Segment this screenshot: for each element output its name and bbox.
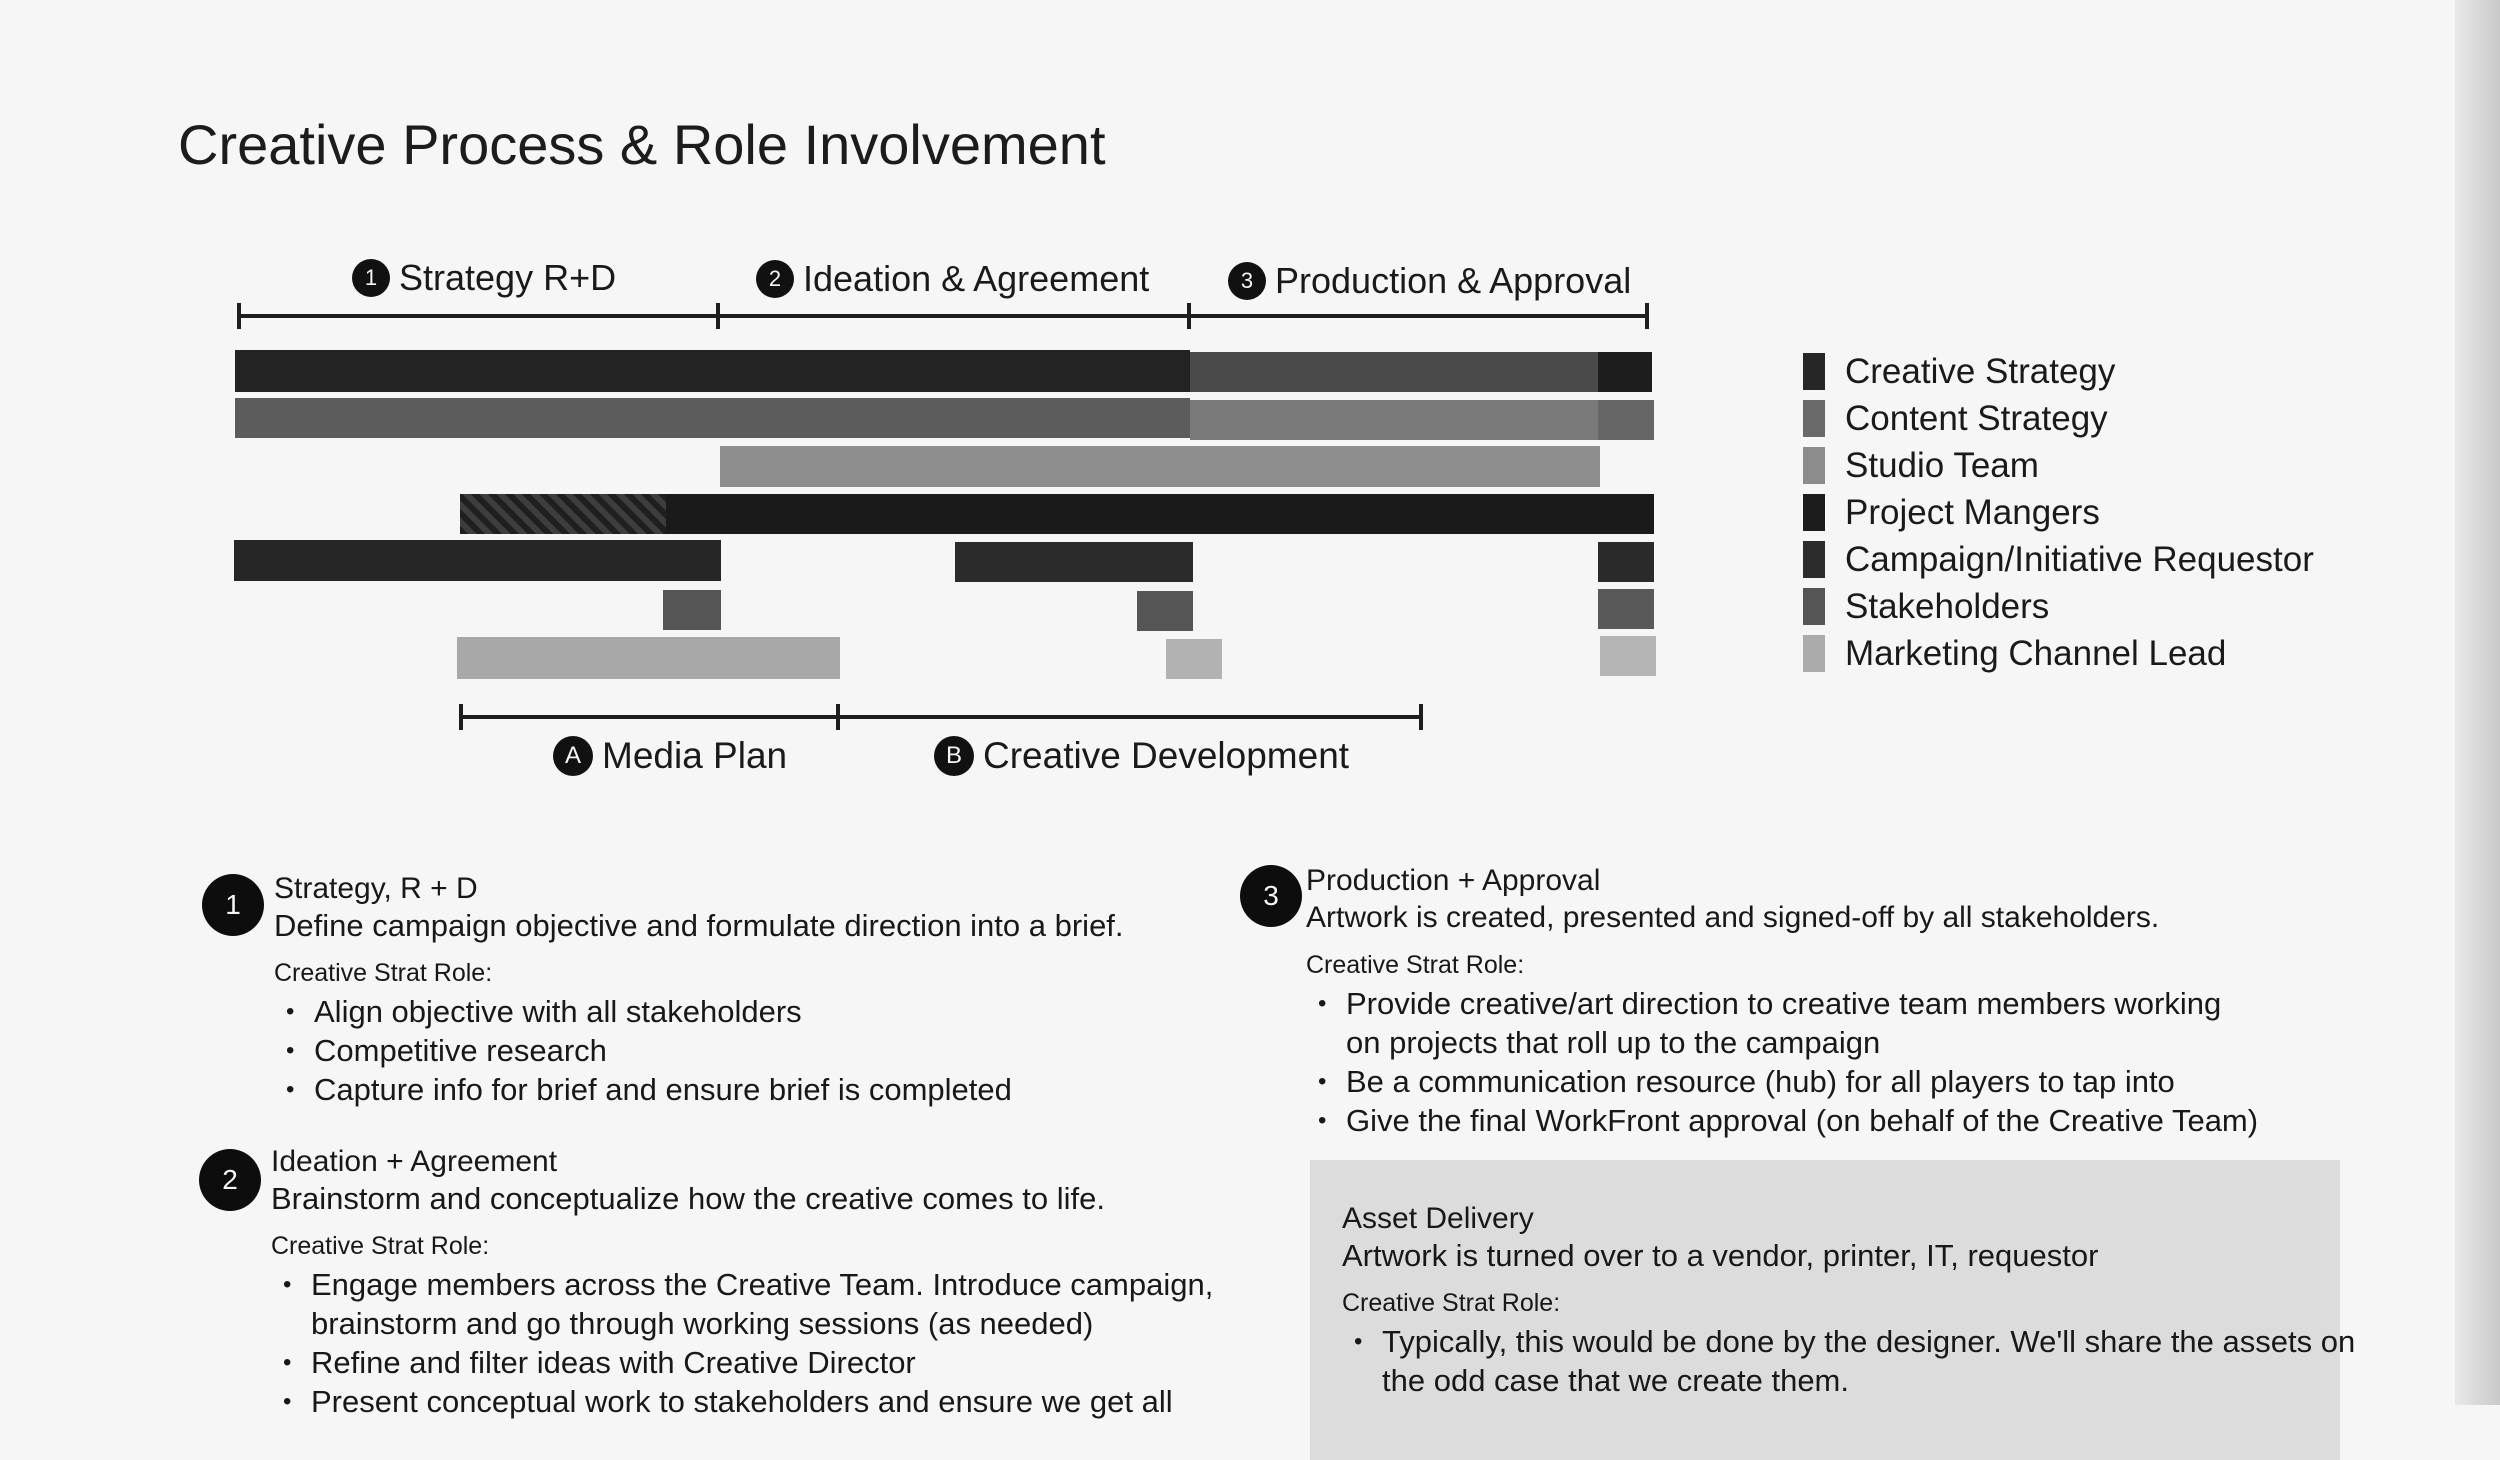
list-item: • Refine and filter ideas with Creative Director: [283, 1345, 916, 1380]
asset-delivery-title: Asset Delivery: [1342, 1202, 1534, 1235]
step-number-badge: 1: [202, 874, 264, 936]
bar-channel-lead-media-plan: [457, 637, 840, 679]
list-item: • Be a communication resource (hub) for all players to tap into: [1318, 1064, 2175, 1099]
bullet-text: brainstorm and go through working sessions (as needed): [311, 1306, 1094, 1341]
phase-label-production: [1228, 260, 1631, 302]
legend-swatch: [1803, 588, 1825, 625]
list-item: • Competitive research: [286, 1033, 607, 1068]
bar-stakeholders-strategy: [663, 590, 721, 630]
role-heading: Creative Strat Role:: [1342, 1289, 1561, 1317]
list-item: • Capture info for brief and ensure brief is completed: [286, 1072, 1012, 1107]
legend-label: Creative Strategy: [1845, 351, 2116, 391]
legend-swatch: [1803, 447, 1825, 484]
bar-requestor-strategy: [234, 540, 721, 581]
legend-swatch: [1803, 400, 1825, 437]
step-strategy: [274, 870, 1124, 1109]
bar-requestor-approval: [1598, 542, 1654, 582]
list-item: • Typically, this would be done by the designer. We'll share the assets on: [1354, 1324, 2356, 1359]
phase-label-ideation: [756, 258, 1149, 300]
phase-number-badge: 2: [756, 260, 794, 298]
step-description: Brainstorm and conceptualize how the creative comes to life.: [271, 1181, 1105, 1216]
bar-creative-strategy-delivery: [1598, 352, 1652, 392]
step-number-badge: 3: [1240, 865, 1302, 927]
bullet-text: Capture info for brief and ensure brief is completed: [314, 1072, 1012, 1107]
bar-creative-strategy: [235, 350, 1190, 392]
phase-label-text: Strategy R+D: [399, 257, 617, 298]
role-heading: Creative Strat Role:: [1306, 951, 1525, 979]
bar-channel-lead-approval: [1600, 636, 1656, 676]
bullet-text: Align objective with all stakeholders: [314, 994, 802, 1029]
legend-label: Marketing Channel Lead: [1845, 633, 2227, 673]
list-item: [271, 1304, 1213, 1343]
list-item: [1306, 1023, 2258, 1062]
list-item: • Provide creative/art direction to creative team members working: [1318, 986, 2222, 1021]
list-item: [1342, 1361, 2355, 1400]
asset-delivery-description: Artwork is turned over to a vendor, printer, IT, requestor: [1342, 1238, 2099, 1273]
legend-swatch: [1803, 494, 1825, 531]
bullet-text: Be a communication resource (hub) for all players to tap into: [1346, 1064, 2175, 1099]
legend-label: Stakeholders: [1845, 586, 2050, 626]
legend-label: Project Mangers: [1845, 492, 2100, 532]
bullet-text: Refine and filter ideas with Creative Director: [311, 1345, 916, 1380]
bar-studio-team: [720, 446, 1600, 487]
bar-content-strategy-production: [1190, 400, 1598, 440]
list-item: • Give the final WorkFront approval (on behalf of the Creative Team): [1318, 1103, 2259, 1138]
role-bullet-list: [271, 1265, 1213, 1421]
phase-label-text: Ideation & Agreement: [803, 258, 1150, 299]
bullet-text: Give the final WorkFront approval (on behalf of the Creative Team): [1346, 1103, 2259, 1138]
step-title: Ideation + Agreement: [271, 1145, 558, 1178]
legend-label: Campaign/Initiative Requestor: [1845, 539, 2314, 579]
list-item: • Present conceptual work to stakeholders and ensure we get all: [283, 1384, 1173, 1419]
sub-phase-label-creative-development: [934, 735, 1349, 777]
list-item: • Align objective with all stakeholders: [286, 994, 802, 1029]
page-title: Creative Process & Role Involvement: [178, 113, 1106, 176]
bar-project-managers-hatched: [460, 494, 666, 534]
list-item: • Engage members across the Creative Team. Introduce campaign,: [283, 1267, 1214, 1302]
legend-item: [1803, 348, 2314, 395]
role-bullet-list: [274, 992, 1124, 1109]
bullet-text: Competitive research: [314, 1033, 607, 1068]
asset-delivery: [1342, 1200, 2355, 1400]
role-bullet-list: [1306, 984, 2258, 1140]
bullet-text: Engage members across the Creative Team. Introduce campaign,: [311, 1267, 1214, 1302]
step-number-badge: 2: [199, 1149, 261, 1211]
legend-swatch: [1803, 635, 1825, 672]
sub-phase-letter-badge: A: [553, 736, 593, 776]
step-title: Strategy, R + D: [274, 872, 478, 905]
bar-content-strategy: [235, 398, 1190, 438]
sub-phase-label-media-plan: [553, 735, 787, 777]
step-production: [1306, 862, 2258, 1140]
legend-swatch: [1803, 541, 1825, 578]
step-ideation: [271, 1143, 1213, 1421]
page-edge-shadow: [2455, 0, 2500, 1405]
sub-phase-label-text: Media Plan: [602, 735, 788, 776]
legend-item: [1803, 630, 2314, 677]
bar-requestor-agreement: [955, 542, 1193, 582]
bar-creative-strategy-production: [1190, 352, 1598, 392]
legend-item: [1803, 442, 2314, 489]
role-heading: Creative Strat Role:: [274, 959, 493, 987]
legend-label: Studio Team: [1845, 445, 2039, 485]
bullet-text: Present conceptual work to stakeholders and ensure we get all: [311, 1384, 1173, 1419]
legend-swatch: [1803, 353, 1825, 390]
role-legend: [1803, 348, 2314, 677]
legend-item: [1803, 395, 2314, 442]
step-title: Production + Approval: [1306, 864, 1601, 897]
role-heading: Creative Strat Role:: [271, 1232, 490, 1260]
sub-phase-letter-badge: B: [934, 736, 974, 776]
phase-number-badge: 3: [1228, 262, 1266, 300]
role-bullet-list: [1342, 1322, 2355, 1400]
legend-item: [1803, 536, 2314, 583]
phase-label-text: Production & Approval: [1275, 260, 1632, 301]
step-description: Artwork is created, presented and signed-off by all stakeholders.: [1306, 901, 2160, 934]
bar-stakeholders-agreement: [1137, 591, 1193, 631]
sub-phase-label-text: Creative Development: [983, 735, 1350, 776]
legend-item: [1803, 489, 2314, 536]
legend-item: [1803, 583, 2314, 630]
phase-number-badge: 1: [352, 259, 390, 297]
bullet-text: on projects that roll up to the campaign: [1346, 1025, 1881, 1060]
bullet-text: Provide creative/art direction to creative team members working: [1346, 986, 2222, 1021]
bar-content-strategy-delivery: [1598, 400, 1654, 440]
bullet-text: Typically, this would be done by the designer. We'll share the assets on: [1382, 1324, 2356, 1359]
bar-project-managers: [666, 494, 1654, 534]
phase-label-strategy: [352, 257, 616, 299]
legend-label: Content Strategy: [1845, 398, 2108, 438]
bar-stakeholders-approval: [1598, 589, 1654, 629]
step-description: Define campaign objective and formulate direction into a brief.: [274, 908, 1124, 943]
bar-channel-lead-agreement: [1166, 639, 1222, 679]
bullet-text: the odd case that we create them.: [1382, 1363, 1849, 1398]
